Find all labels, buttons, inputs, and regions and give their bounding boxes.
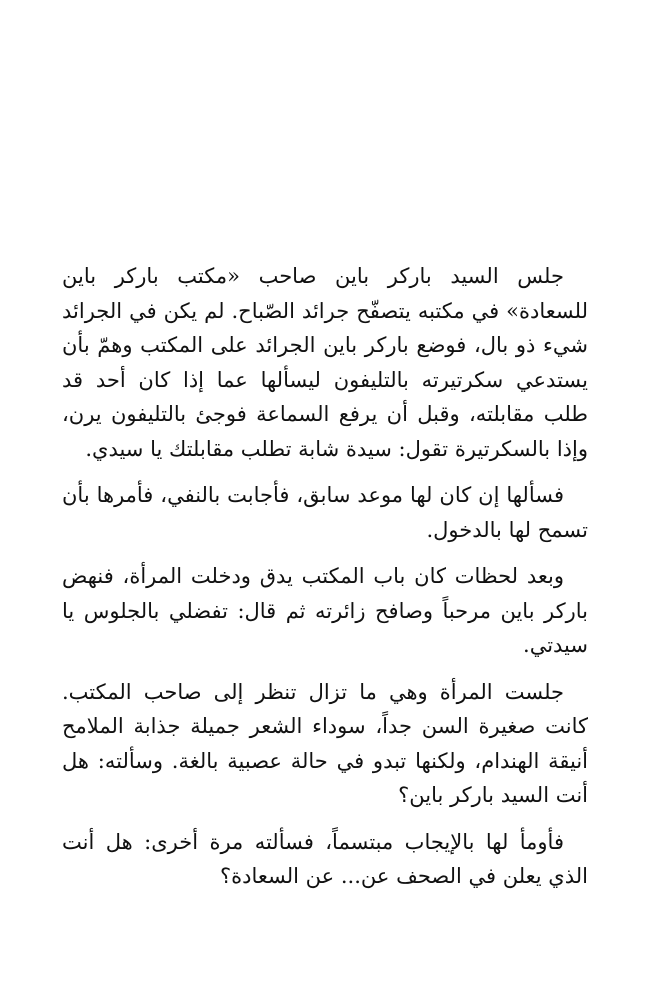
paragraph-1: جلس السيد باركر باين صاحب «مكتب باركر باين للسعادة» في مكتبه يتصفّح جرائد الصّباح. لم يكن في الجرائد شيء ذو بال، فوضع باركر باين الجرائد على المكتب وهمّ بأن يستدعي سكرتيرته بالتليفون ليسألها عما إذا كان أحد قد طلب مقابلته، وقبل أن يرفع السماعة فوجئ بالتليفون يرن، وإذا بالسكرتيرة تقول: سيدة شابة تطلب مقابلتك يا سيدي. bbox=[62, 264, 588, 461]
paragraph-5: فأومأ لها بالإيجاب مبتسماً، فسألته مرة أخرى: هل أنت الذي يعلن في الصحف عن... عن السعادة؟ bbox=[62, 829, 588, 888]
page-text bbox=[62, 259, 588, 906]
paragraph-4: جلست المرأة وهي ما تزال تنظر إلى صاحب المكتب. كانت صغيرة السن جداً، سوداء الشعر جميلة جذابة الملامح أنيقة الهندام، ولكنها تبدو في حالة عصبية بالغة. وسألته: هل أنت السيد باركر باين؟ bbox=[62, 679, 588, 807]
paragraph-3: وبعد لحظات كان باب المكتب يدق ودخلت المرأة، فنهض باركر باين مرحباً وصافح زائرته ثم قال: تفضلي بالجلوس يا سيدتي. bbox=[62, 564, 588, 657]
paragraph-2: فسألها إن كان لها موعد سابق، فأجابت بالنفي، فأمرها بأن تسمح لها بالدخول. bbox=[62, 483, 588, 542]
